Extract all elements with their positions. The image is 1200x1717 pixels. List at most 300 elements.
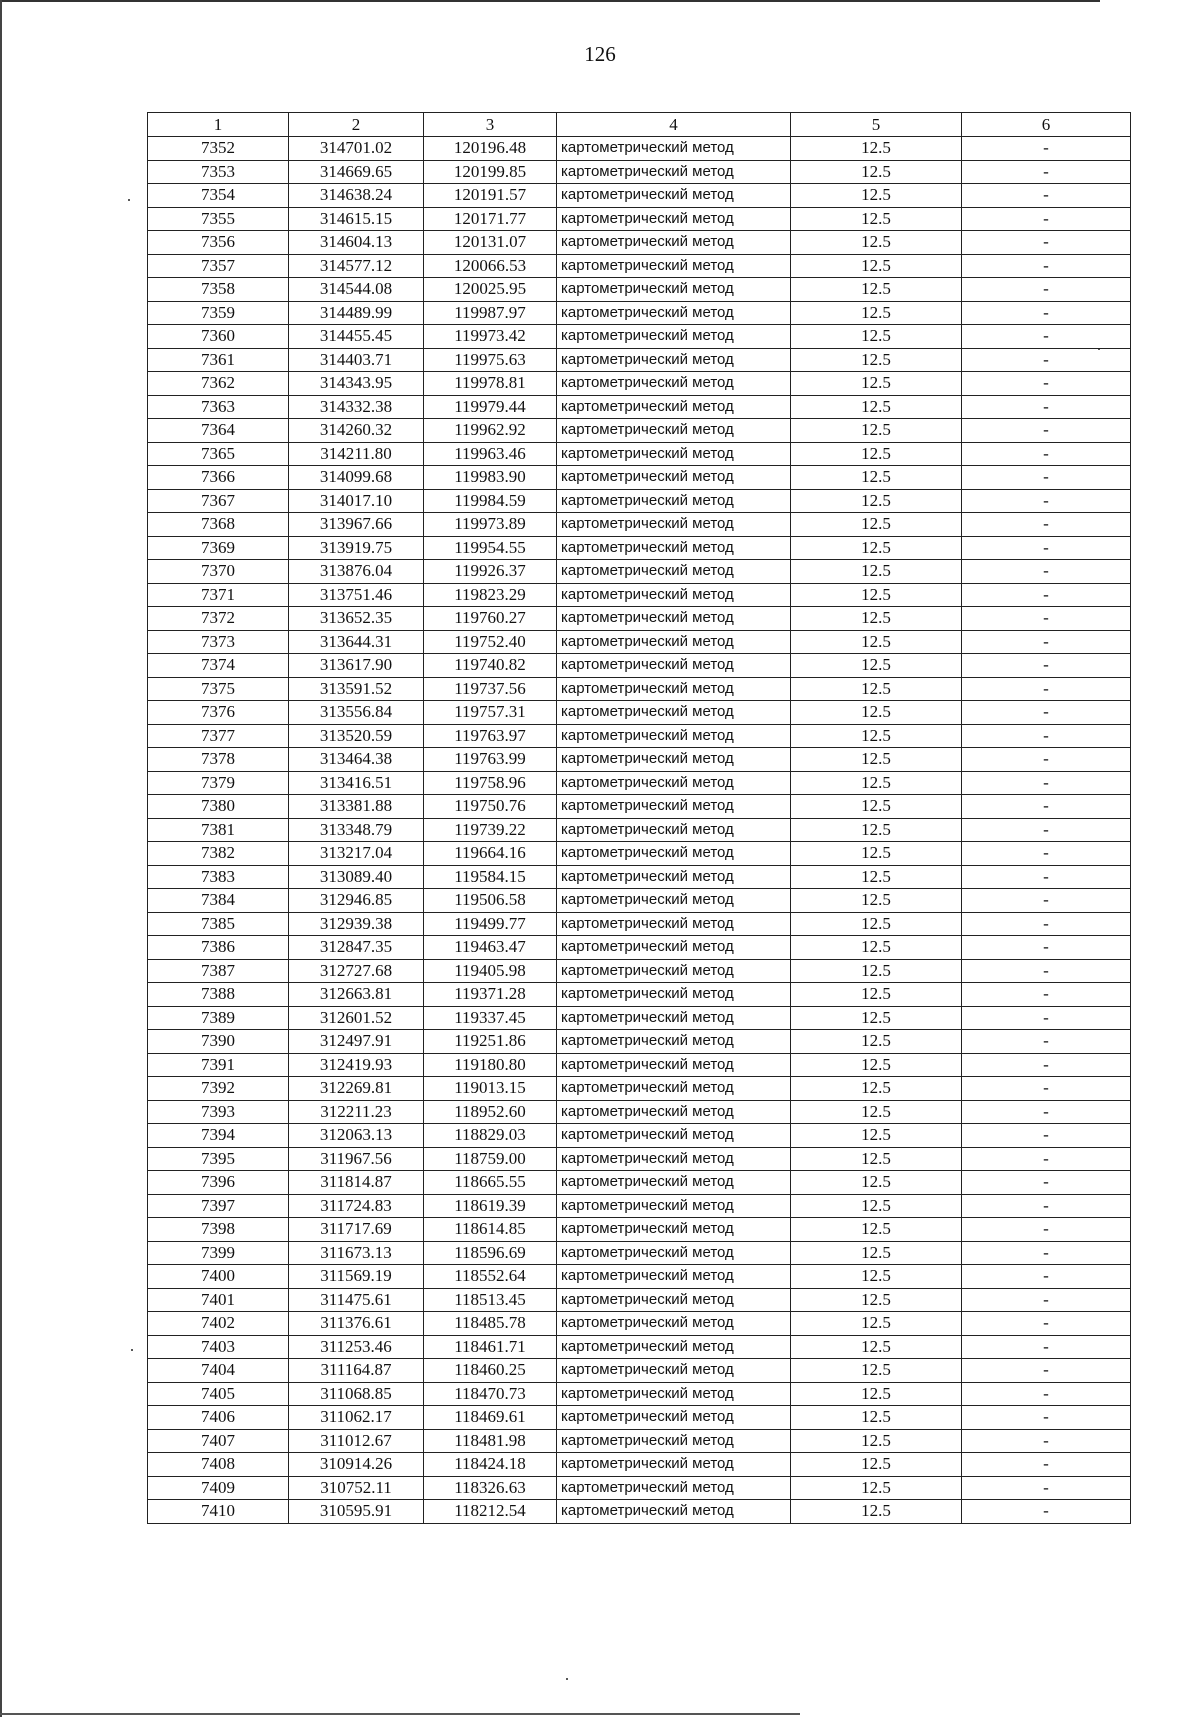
table-cell: 7360: [148, 325, 289, 349]
table-cell: 12.5: [791, 1382, 962, 1406]
table-cell: 7362: [148, 372, 289, 396]
table-cell: 12.5: [791, 1265, 962, 1289]
column-header: 6: [962, 113, 1131, 137]
table-cell: 7369: [148, 536, 289, 560]
table-cell: 310595.91: [289, 1500, 424, 1524]
table-cell: -: [962, 372, 1131, 396]
table-cell: 7408: [148, 1453, 289, 1477]
table-cell: 119506.58: [424, 889, 557, 913]
table-cell: картометрический метод: [557, 1100, 791, 1124]
table-cell: 311253.46: [289, 1335, 424, 1359]
table-cell: 119371.28: [424, 983, 557, 1007]
table-cell: -: [962, 1476, 1131, 1500]
table-cell: 7403: [148, 1335, 289, 1359]
table-cell: 119739.22: [424, 818, 557, 842]
table-row: [148, 1077, 1131, 1101]
table-cell: 312601.52: [289, 1006, 424, 1030]
table-row: [148, 254, 1131, 278]
table-cell: -: [962, 231, 1131, 255]
table-cell: 312211.23: [289, 1100, 424, 1124]
table-cell: -: [962, 818, 1131, 842]
table-cell: 12.5: [791, 348, 962, 372]
table-cell: 7399: [148, 1241, 289, 1265]
table-cell: 12.5: [791, 1124, 962, 1148]
table-header-row: [148, 113, 1131, 137]
table-cell: 7354: [148, 184, 289, 208]
table-cell: 118469.61: [424, 1406, 557, 1430]
table-cell: 7397: [148, 1194, 289, 1218]
column-header: 2: [289, 113, 424, 137]
table-cell: 119337.45: [424, 1006, 557, 1030]
table-cell: 7373: [148, 630, 289, 654]
table-cell: -: [962, 795, 1131, 819]
table-cell: 12.5: [791, 1147, 962, 1171]
table-cell: 7370: [148, 560, 289, 584]
table-cell: 120196.48: [424, 137, 557, 161]
scan-speck: [131, 1349, 133, 1351]
table-row: [148, 1218, 1131, 1242]
table-cell: 311068.85: [289, 1382, 424, 1406]
table-cell: 7400: [148, 1265, 289, 1289]
table-cell: 119962.92: [424, 419, 557, 443]
table-row: [148, 372, 1131, 396]
table-cell: картометрический метод: [557, 771, 791, 795]
table-cell: 314017.10: [289, 489, 424, 513]
table-cell: картометрический метод: [557, 1265, 791, 1289]
table-cell: -: [962, 936, 1131, 960]
table-cell: -: [962, 748, 1131, 772]
table-cell: -: [962, 1312, 1131, 1336]
table-cell: 313217.04: [289, 842, 424, 866]
table-cell: 311376.61: [289, 1312, 424, 1336]
table-cell: 7356: [148, 231, 289, 255]
table-cell: -: [962, 348, 1131, 372]
table-cell: картометрический метод: [557, 1312, 791, 1336]
table-cell: 119983.90: [424, 466, 557, 490]
table-cell: картометрический метод: [557, 1359, 791, 1383]
table-cell: 7383: [148, 865, 289, 889]
table-cell: 12.5: [791, 1218, 962, 1242]
table-cell: картометрический метод: [557, 442, 791, 466]
table-cell: -: [962, 771, 1131, 795]
table-cell: 7381: [148, 818, 289, 842]
table-cell: 120131.07: [424, 231, 557, 255]
table-cell: 7390: [148, 1030, 289, 1054]
table-cell: картометрический метод: [557, 207, 791, 231]
table-cell: 7352: [148, 137, 289, 161]
table-cell: 12.5: [791, 466, 962, 490]
table-cell: 7385: [148, 912, 289, 936]
table-cell: 12.5: [791, 936, 962, 960]
table-cell: -: [962, 442, 1131, 466]
table-cell: -: [962, 607, 1131, 631]
table-cell: картометрический метод: [557, 1500, 791, 1524]
table-cell: 120025.95: [424, 278, 557, 302]
table-cell: 312269.81: [289, 1077, 424, 1101]
table-cell: 313617.90: [289, 654, 424, 678]
table-cell: -: [962, 1124, 1131, 1148]
table-cell: картометрический метод: [557, 489, 791, 513]
table-row: [148, 1194, 1131, 1218]
table-row: [148, 865, 1131, 889]
table-cell: -: [962, 1265, 1131, 1289]
table-cell: картометрический метод: [557, 1194, 791, 1218]
table-cell: 314604.13: [289, 231, 424, 255]
table-cell: 7361: [148, 348, 289, 372]
table-cell: картометрический метод: [557, 630, 791, 654]
table-cell: -: [962, 1100, 1131, 1124]
table-cell: -: [962, 325, 1131, 349]
table-row: [148, 442, 1131, 466]
table-row: [148, 348, 1131, 372]
table-cell: картометрический метод: [557, 301, 791, 325]
table-cell: 7357: [148, 254, 289, 278]
table-cell: 118212.54: [424, 1500, 557, 1524]
table-cell: 312663.81: [289, 983, 424, 1007]
table-row: [148, 419, 1131, 443]
table-cell: картометрический метод: [557, 936, 791, 960]
table-cell: -: [962, 1429, 1131, 1453]
table-cell: картометрический метод: [557, 372, 791, 396]
table-row: [148, 1359, 1131, 1383]
table-cell: 119979.44: [424, 395, 557, 419]
table-row: [148, 466, 1131, 490]
table-row: [148, 983, 1131, 1007]
table-cell: -: [962, 1147, 1131, 1171]
table-cell: 7359: [148, 301, 289, 325]
table-cell: картометрический метод: [557, 325, 791, 349]
table-cell: 118829.03: [424, 1124, 557, 1148]
table-cell: 119954.55: [424, 536, 557, 560]
table-cell: -: [962, 583, 1131, 607]
table-cell: 12.5: [791, 160, 962, 184]
table-cell: картометрический метод: [557, 466, 791, 490]
table-cell: картометрический метод: [557, 1241, 791, 1265]
table-cell: 12.5: [791, 1171, 962, 1195]
table-cell: 119405.98: [424, 959, 557, 983]
table-cell: 118614.85: [424, 1218, 557, 1242]
table-cell: 7387: [148, 959, 289, 983]
table-cell: 119760.27: [424, 607, 557, 631]
table-cell: 7391: [148, 1053, 289, 1077]
table-cell: -: [962, 1077, 1131, 1101]
table-cell: -: [962, 889, 1131, 913]
table-cell: 7374: [148, 654, 289, 678]
table-cell: 314638.24: [289, 184, 424, 208]
table-cell: -: [962, 1006, 1131, 1030]
table-cell: картометрический метод: [557, 160, 791, 184]
table-cell: 119763.99: [424, 748, 557, 772]
table-row: [148, 560, 1131, 584]
table-row: [148, 184, 1131, 208]
table-cell: 314099.68: [289, 466, 424, 490]
table-row: [148, 1476, 1131, 1500]
table-cell: картометрический метод: [557, 278, 791, 302]
table-cell: картометрический метод: [557, 842, 791, 866]
table-cell: 7401: [148, 1288, 289, 1312]
scan-edge-bottom: [0, 1713, 800, 1715]
table-cell: -: [962, 419, 1131, 443]
table-row: [148, 959, 1131, 983]
table-cell: 7365: [148, 442, 289, 466]
table-row: [148, 160, 1131, 184]
table-cell: 311569.19: [289, 1265, 424, 1289]
table-cell: 12.5: [791, 630, 962, 654]
table-cell: 314615.15: [289, 207, 424, 231]
table-cell: картометрический метод: [557, 1171, 791, 1195]
table-cell: 7386: [148, 936, 289, 960]
table-cell: 7396: [148, 1171, 289, 1195]
table-cell: 7395: [148, 1147, 289, 1171]
table-cell: картометрический метод: [557, 912, 791, 936]
table-cell: картометрический метод: [557, 889, 791, 913]
table-cell: 12.5: [791, 1429, 962, 1453]
table-cell: 12.5: [791, 489, 962, 513]
table-cell: 119180.80: [424, 1053, 557, 1077]
table-row: [148, 137, 1131, 161]
table-cell: 7404: [148, 1359, 289, 1383]
table-cell: 313381.88: [289, 795, 424, 819]
table-cell: 311673.13: [289, 1241, 424, 1265]
table-cell: картометрический метод: [557, 1006, 791, 1030]
table-cell: картометрический метод: [557, 677, 791, 701]
table-cell: 311164.87: [289, 1359, 424, 1383]
table-cell: 7409: [148, 1476, 289, 1500]
table-row: [148, 1335, 1131, 1359]
table-cell: 314403.71: [289, 348, 424, 372]
table-cell: 119973.89: [424, 513, 557, 537]
table-cell: 118665.55: [424, 1171, 557, 1195]
table-row: [148, 607, 1131, 631]
scan-speck: [128, 199, 130, 201]
table-cell: 311724.83: [289, 1194, 424, 1218]
table-cell: 311814.87: [289, 1171, 424, 1195]
table-cell: -: [962, 1241, 1131, 1265]
table-cell: -: [962, 466, 1131, 490]
table-cell: 118460.25: [424, 1359, 557, 1383]
table-cell: -: [962, 959, 1131, 983]
table-cell: 314332.38: [289, 395, 424, 419]
table-cell: картометрический метод: [557, 1476, 791, 1500]
table-cell: 12.5: [791, 442, 962, 466]
coordinates-table: [147, 112, 1131, 1524]
table-row: [148, 207, 1131, 231]
table-cell: 119737.56: [424, 677, 557, 701]
table-cell: 12.5: [791, 207, 962, 231]
page-number: 126: [584, 42, 616, 66]
table-cell: 12.5: [791, 1100, 962, 1124]
table-cell: 7388: [148, 983, 289, 1007]
scan-edge-left: [0, 0, 2, 1717]
table-cell: 12.5: [791, 654, 962, 678]
table-cell: 12.5: [791, 1500, 962, 1524]
table-cell: 119750.76: [424, 795, 557, 819]
table-cell: 7372: [148, 607, 289, 631]
table-row: [148, 1171, 1131, 1195]
table-cell: 118759.00: [424, 1147, 557, 1171]
table-cell: 314260.32: [289, 419, 424, 443]
table-cell: 12.5: [791, 395, 962, 419]
table-cell: 119584.15: [424, 865, 557, 889]
table-cell: 7378: [148, 748, 289, 772]
table-cell: 12.5: [791, 701, 962, 725]
table-cell: 7355: [148, 207, 289, 231]
table-row: [148, 1453, 1131, 1477]
table-cell: 12.5: [791, 184, 962, 208]
table-cell: 12.5: [791, 1030, 962, 1054]
table-cell: 7402: [148, 1312, 289, 1336]
table-cell: 7371: [148, 583, 289, 607]
table-cell: 7379: [148, 771, 289, 795]
table-cell: картометрический метод: [557, 184, 791, 208]
table-cell: -: [962, 207, 1131, 231]
table-cell: 12.5: [791, 513, 962, 537]
table-cell: 7406: [148, 1406, 289, 1430]
table-cell: 313919.75: [289, 536, 424, 560]
table-cell: 7353: [148, 160, 289, 184]
table-cell: -: [962, 1171, 1131, 1195]
table-cell: 119752.40: [424, 630, 557, 654]
table-row: [148, 583, 1131, 607]
table-cell: 12.5: [791, 1006, 962, 1030]
table-cell: картометрический метод: [557, 1335, 791, 1359]
table-cell: 12.5: [791, 865, 962, 889]
table-cell: картометрический метод: [557, 1077, 791, 1101]
table-cell: 7367: [148, 489, 289, 513]
table-row: [148, 889, 1131, 913]
table-row: [148, 654, 1131, 678]
table-cell: 312727.68: [289, 959, 424, 983]
table-cell: 7392: [148, 1077, 289, 1101]
table-row: [148, 1429, 1131, 1453]
table-row: [148, 748, 1131, 772]
table-cell: 311062.17: [289, 1406, 424, 1430]
table-cell: картометрический метод: [557, 1429, 791, 1453]
table-cell: -: [962, 630, 1131, 654]
table-cell: 314701.02: [289, 137, 424, 161]
table-cell: 311967.56: [289, 1147, 424, 1171]
table-row: [148, 1124, 1131, 1148]
table-cell: -: [962, 1382, 1131, 1406]
table-cell: картометрический метод: [557, 959, 791, 983]
table-cell: 313089.40: [289, 865, 424, 889]
table-row: [148, 1382, 1131, 1406]
table-cell: 119973.42: [424, 325, 557, 349]
table-cell: 12.5: [791, 1053, 962, 1077]
table-cell: -: [962, 912, 1131, 936]
table-cell: 118596.69: [424, 1241, 557, 1265]
scan-edge-top: [0, 0, 1100, 2]
table-cell: картометрический метод: [557, 818, 791, 842]
table-cell: 312946.85: [289, 889, 424, 913]
table-cell: 12.5: [791, 254, 962, 278]
table-cell: 311475.61: [289, 1288, 424, 1312]
table-cell: 312063.13: [289, 1124, 424, 1148]
table-cell: 314544.08: [289, 278, 424, 302]
table-cell: 118481.98: [424, 1429, 557, 1453]
table-cell: 12.5: [791, 1453, 962, 1477]
table-row: [148, 1241, 1131, 1265]
table-cell: 12.5: [791, 607, 962, 631]
table-cell: 12.5: [791, 842, 962, 866]
table-cell: 310914.26: [289, 1453, 424, 1477]
table-row: [148, 489, 1131, 513]
table-cell: 119926.37: [424, 560, 557, 584]
table-cell: 12.5: [791, 983, 962, 1007]
table-cell: картометрический метод: [557, 1147, 791, 1171]
table-cell: 12.5: [791, 748, 962, 772]
column-header: 1: [148, 113, 289, 137]
table-row: [148, 1053, 1131, 1077]
table-cell: 7394: [148, 1124, 289, 1148]
table-row: [148, 1147, 1131, 1171]
table-cell: 118952.60: [424, 1100, 557, 1124]
table-cell: картометрический метод: [557, 1030, 791, 1054]
table-cell: картометрический метод: [557, 560, 791, 584]
column-header: 3: [424, 113, 557, 137]
table-cell: 314211.80: [289, 442, 424, 466]
table-row: [148, 724, 1131, 748]
table-cell: картометрический метод: [557, 865, 791, 889]
table-cell: картометрический метод: [557, 1288, 791, 1312]
table-cell: -: [962, 254, 1131, 278]
table-cell: картометрический метод: [557, 748, 791, 772]
table-cell: 12.5: [791, 137, 962, 161]
scan-speck: [566, 1678, 568, 1680]
table-cell: картометрический метод: [557, 348, 791, 372]
table-cell: -: [962, 1053, 1131, 1077]
table-cell: 7393: [148, 1100, 289, 1124]
table-cell: 119984.59: [424, 489, 557, 513]
table-cell: 118619.39: [424, 1194, 557, 1218]
table-cell: 119987.97: [424, 301, 557, 325]
table-cell: 119463.47: [424, 936, 557, 960]
table-cell: 12.5: [791, 301, 962, 325]
table-cell: 7366: [148, 466, 289, 490]
table-cell: 12.5: [791, 1476, 962, 1500]
table-cell: -: [962, 513, 1131, 537]
table-cell: картометрический метод: [557, 513, 791, 537]
table-cell: 313876.04: [289, 560, 424, 584]
table-cell: 311717.69: [289, 1218, 424, 1242]
table-cell: 119763.97: [424, 724, 557, 748]
table-cell: 312497.91: [289, 1030, 424, 1054]
table-cell: -: [962, 1500, 1131, 1524]
table-cell: -: [962, 1194, 1131, 1218]
table-cell: 314669.65: [289, 160, 424, 184]
table-cell: 313751.46: [289, 583, 424, 607]
table-cell: 119978.81: [424, 372, 557, 396]
table-cell: 12.5: [791, 1312, 962, 1336]
table-cell: 12.5: [791, 1335, 962, 1359]
table-cell: картометрический метод: [557, 137, 791, 161]
table-cell: 119013.15: [424, 1077, 557, 1101]
table-cell: -: [962, 1030, 1131, 1054]
table-cell: 118424.18: [424, 1453, 557, 1477]
table-cell: 119251.86: [424, 1030, 557, 1054]
table-cell: 118470.73: [424, 1382, 557, 1406]
table-cell: -: [962, 137, 1131, 161]
table-cell: 119758.96: [424, 771, 557, 795]
table-row: [148, 395, 1131, 419]
table-cell: 12.5: [791, 1241, 962, 1265]
table-row: [148, 231, 1131, 255]
table-cell: 7389: [148, 1006, 289, 1030]
table-row: [148, 1100, 1131, 1124]
table-cell: картометрический метод: [557, 795, 791, 819]
table-cell: 119963.46: [424, 442, 557, 466]
table-cell: 12.5: [791, 1359, 962, 1383]
